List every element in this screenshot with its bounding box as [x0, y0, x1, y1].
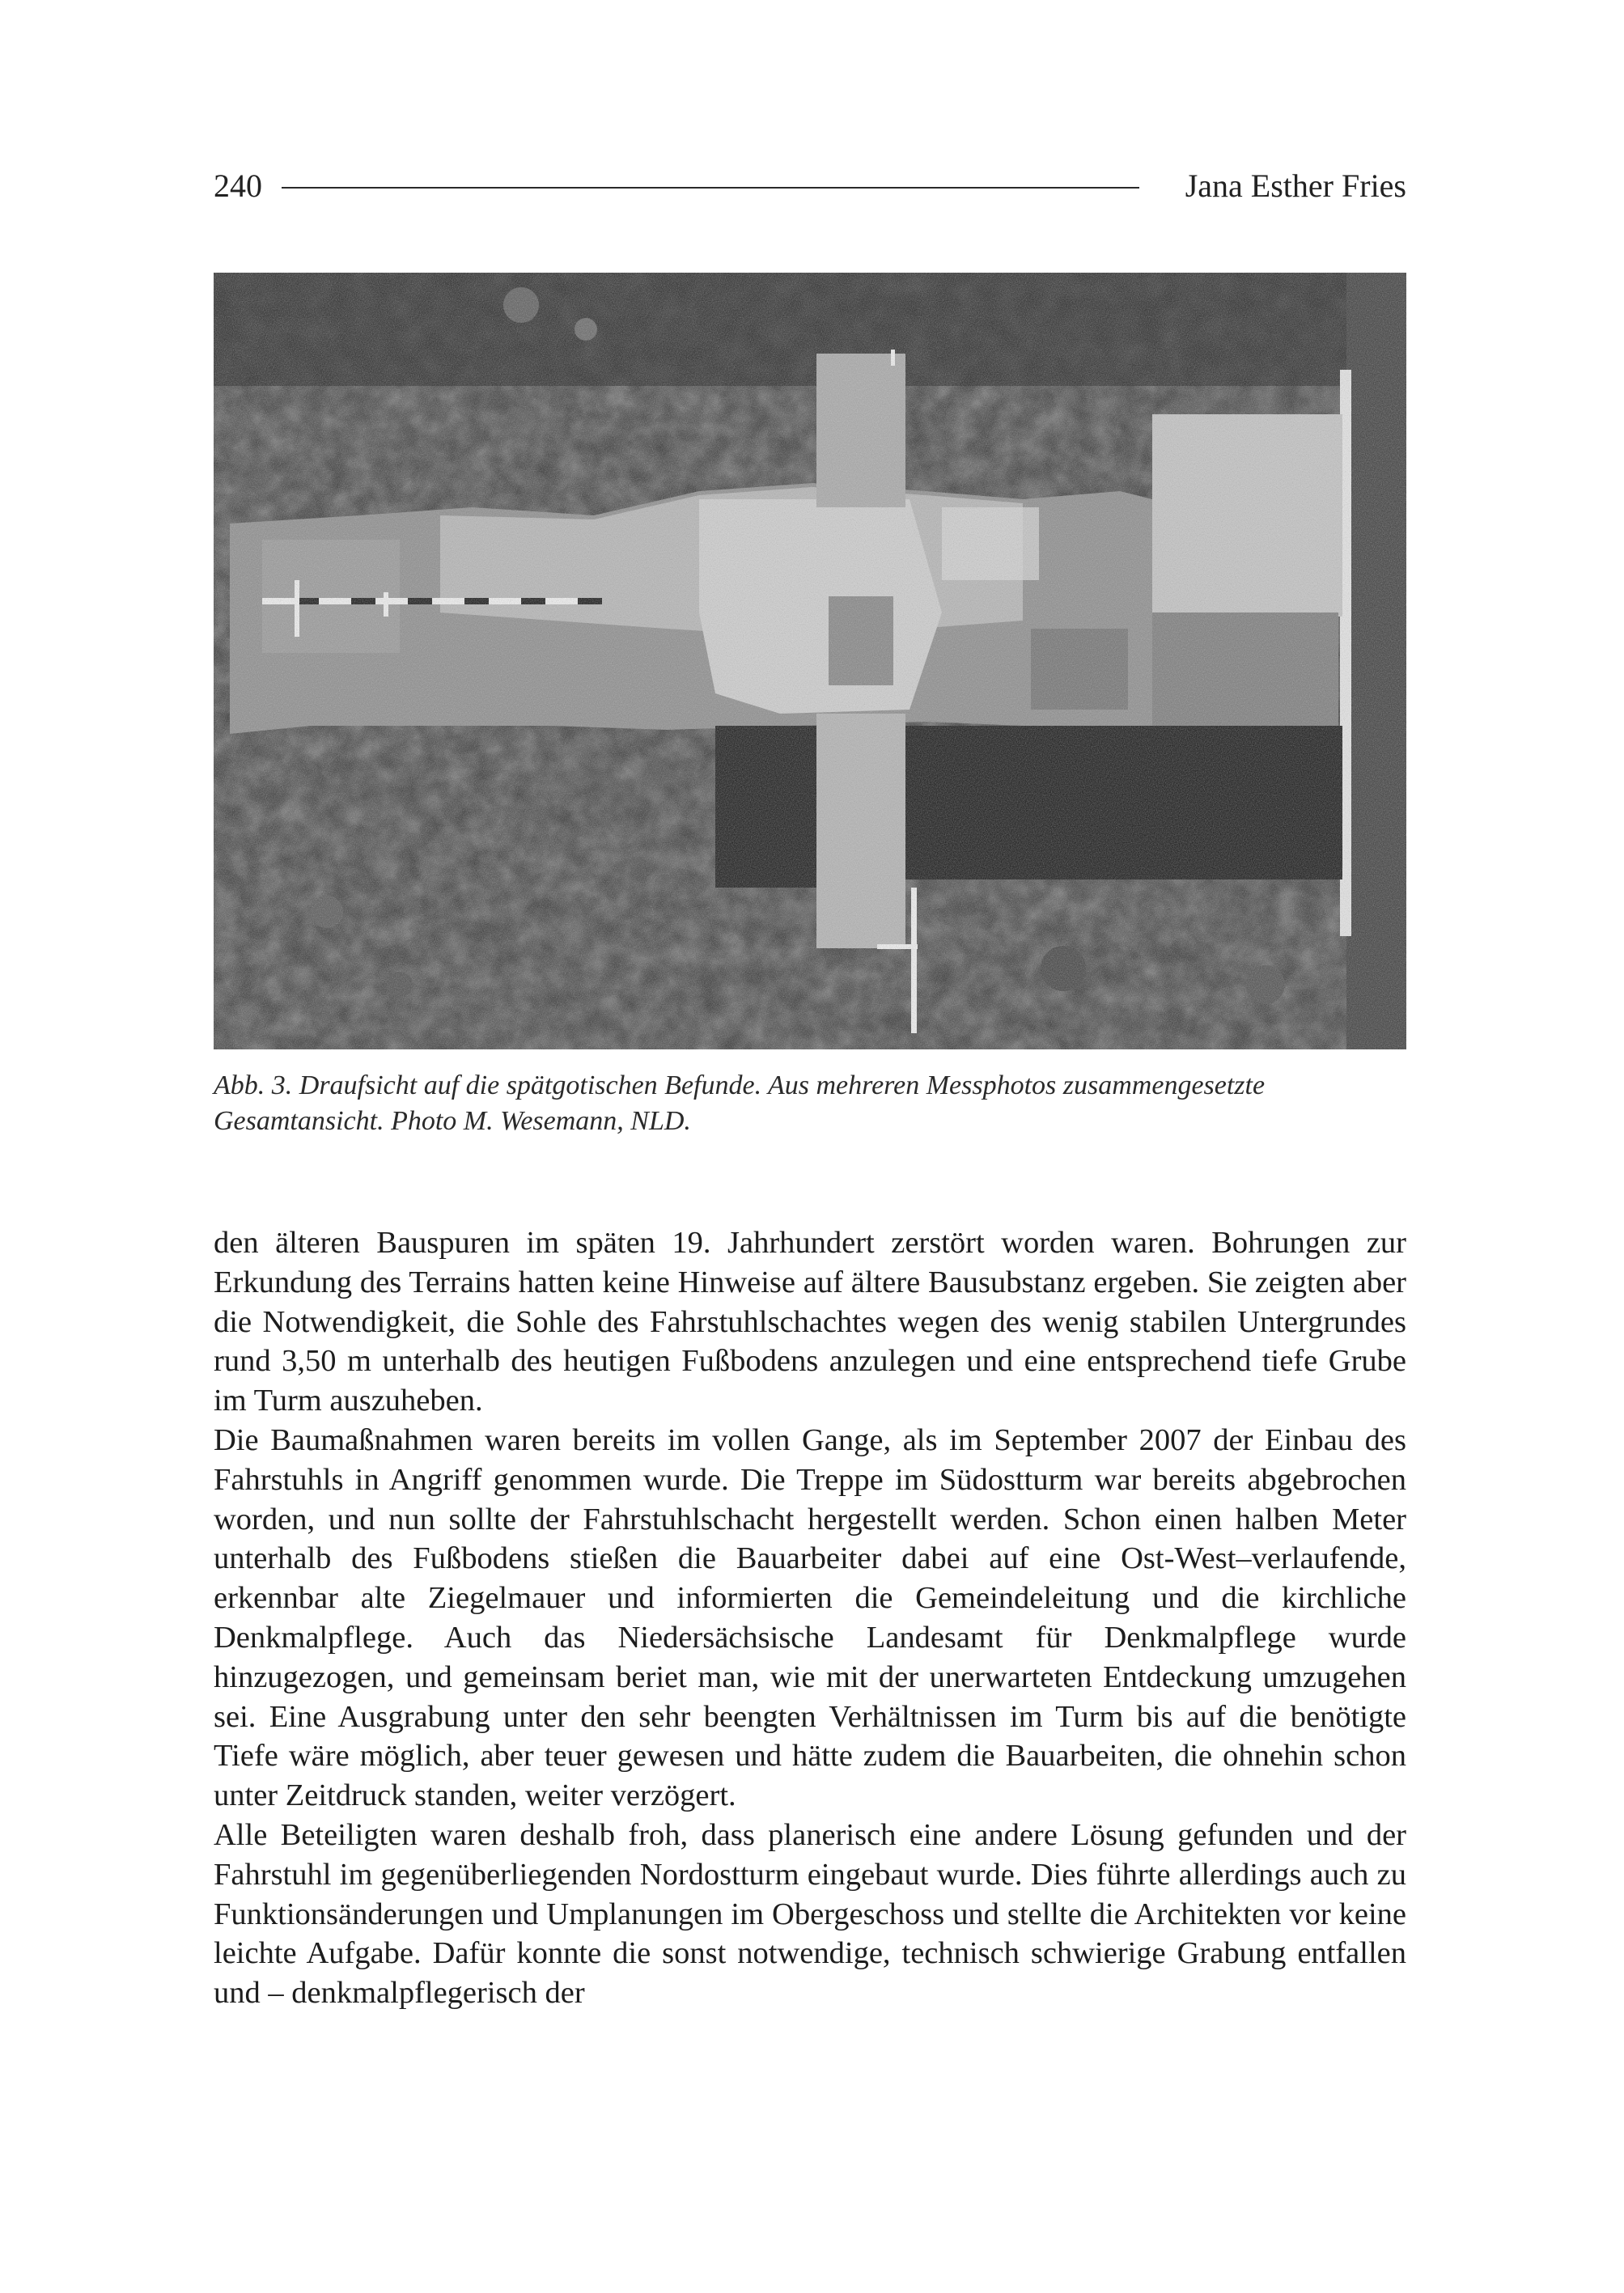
figure-caption-line-2: Gesamtansicht. Photo M. Wesemann, NLD. [214, 1106, 691, 1136]
figure-caption [214, 1068, 1406, 1139]
page-number: 240 [214, 167, 262, 204]
excavation-photo-drawing [214, 273, 1406, 1049]
paragraph-1: den älteren Bauspuren im späten 19. Jahrhundert zerstört worden waren. Bohrungen zur Erkundung des Terrains hatten keine Hinweise auf ältere Bausubstanz ergeben. Sie zeigten aber die Notwendigkeit, die Sohle des Fahrstuhlschachtes wegen des wenig stabilen Untergrundes rund 3,50 m unterhalb des heutigen Fußbodens anzulegen und eine entsprechend tiefe Grube im Turm auszuheben. [214, 1226, 1406, 1418]
excavation-photo [214, 273, 1406, 1049]
paragraph-2: Die Baumaßnahmen waren bereits im vollen Gange, als im September 2007 der Einbau des Fahrstuhls in Angriff genommen wurde. Die Treppe im Südostturm war bereits abgebrochen worden, und nun sollte der Fahrstuhlschacht hergestellt werden. Schon einen halben Meter unterhalb des Fußbodens stießen die Bauarbeiter dabei auf eine Ost-West–verlaufende, erkennbar alte Ziegelmauer und informierten die Gemeindeleitung und die kirchliche Denkmalpflege. Auch das Niedersächsische Landesamt für Denkmalpflege wurde hinzugezogen, und gemeinsam beriet man, wie mit der unerwarteten Entdeckung umzugehen sei. Eine Ausgrabung unter den sehr beengten Verhältnissen im Turm bis auf die benötigte Tiefe wäre möglich, aber teuer gewesen und hätte zudem die Bauarbeiten, die ohnehin schon unter Zeitdruck standen, weiter verzögert. [214, 1422, 1406, 1813]
header-rule [282, 187, 1139, 189]
body-text [214, 1223, 1406, 2013]
page-header [214, 162, 1406, 210]
figure-caption-line-1: Abb. 3. Draufsicht auf die spätgotischen Befunde. Aus mehreren Messphotos zusammengesetzte [214, 1070, 1266, 1100]
paragraph-3: Alle Beteiligten waren deshalb froh, dass planerisch eine andere Lösung gefunden und der Fahrstuhl im gegenüberliegenden Nordostturm eingebaut wurde. Dies führte allerdings auch zu Funktionsänderungen und Umplanungen im Obergeschoss und stellte die Architekten vor keine leichte Aufgabe. Dafür konnte die sonst notwendige, technisch schwierige Grabung entfallen und – denkmalpflegerisch der [214, 1817, 1406, 2011]
running-head-author: Jana Esther Fries [1185, 167, 1406, 204]
